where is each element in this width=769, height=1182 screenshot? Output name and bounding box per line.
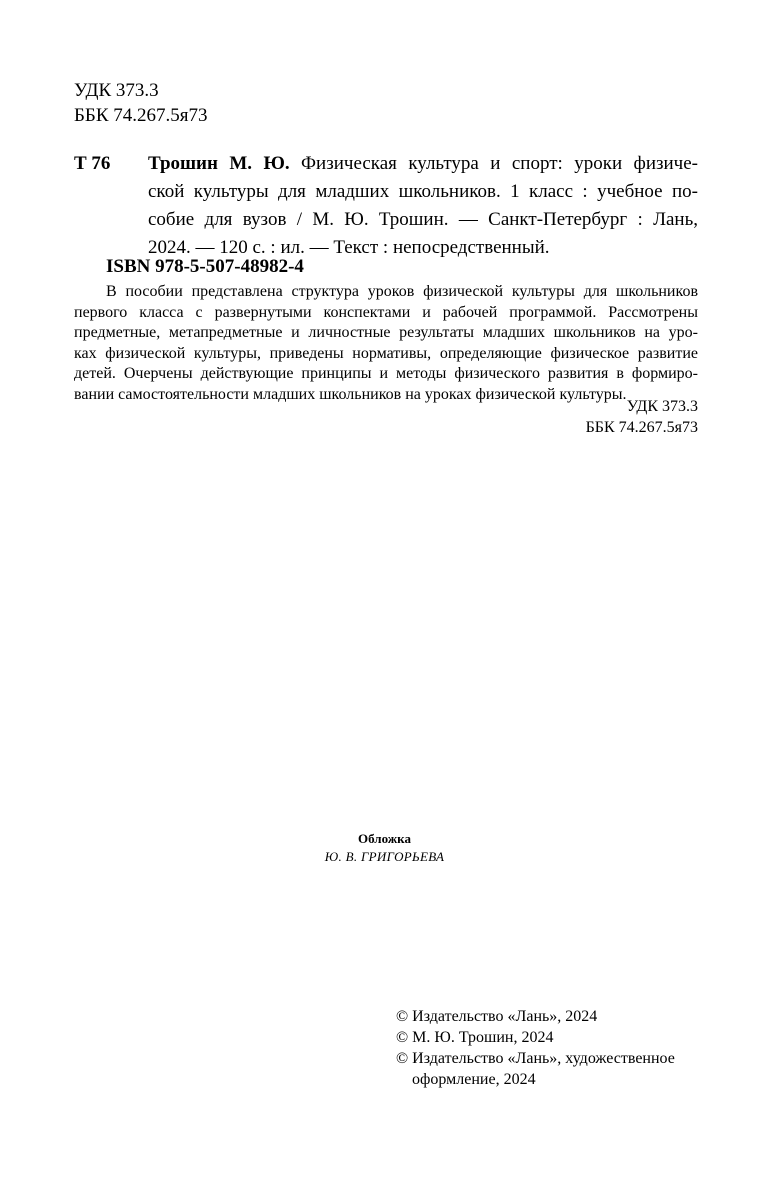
- biblio-line-3: собие для вузов / М. Ю. Трошин. — Санкт-Петербург : Лань,: [148, 209, 698, 230]
- copyright-line-continuation: оформление, 2024: [412, 1071, 536, 1088]
- annotation-line: детей. Очерчены действующие принципы и методы физического развития в формиро-: [74, 365, 698, 382]
- annotation-line: ках физической культуры, приведены нормативы, определяющие физическое развитие: [74, 344, 698, 362]
- bbk-code: ББК 74.267.5я73: [585, 419, 698, 436]
- call-number: Т 76: [74, 153, 111, 174]
- author-name: Трошин М. Ю.: [148, 153, 290, 174]
- credit-name: Ю. В. ГРИГОРЬЕВА: [324, 849, 445, 864]
- copyright-block: [396, 1006, 675, 1090]
- annotation-line: В пособии представлена структура уроков физической культуры для школьников: [106, 283, 698, 300]
- biblio-line-2: ской культуры для младших школьников. 1 класс : учебное по-: [148, 181, 698, 202]
- isbn: ISBN 978-5-507-48982-4: [106, 256, 304, 277]
- biblio-line-4: 2024. — 120 с. : ил. — Текст : непосредственный.: [148, 237, 550, 258]
- annotation: [74, 282, 698, 405]
- classification-codes-bottom: [586, 396, 698, 438]
- cover-credits: [0, 830, 769, 866]
- annotation-line: первого класса с развернутыми конспектами и рабочей программой. Рассмотрены: [74, 303, 698, 321]
- annotation-line: вании самостоятельности младших школьников на уроках физической культуры.: [74, 385, 627, 403]
- classification-codes-top: [74, 78, 207, 128]
- copyright-line: © М. Ю. Трошин, 2024: [396, 1029, 554, 1046]
- bbk-code: ББК 74.267.5я73: [74, 105, 208, 126]
- credit-role: Обложка: [358, 831, 411, 846]
- udk-code: УДК 373.3: [74, 80, 159, 101]
- bibliographic-entry: [148, 150, 698, 262]
- biblio-line-1: [148, 150, 698, 178]
- udk-code: УДК 373.3: [626, 398, 698, 415]
- annotation-line: предметные, метапредметные и личностные результаты младших школьников на уро-: [74, 324, 698, 341]
- copyright-line: © Издательство «Лань», 2024: [396, 1008, 598, 1025]
- title-start: Физическая культура и спорт: уроки физиче-: [301, 153, 699, 174]
- copyright-line: © Издательство «Лань», художественное: [396, 1050, 675, 1067]
